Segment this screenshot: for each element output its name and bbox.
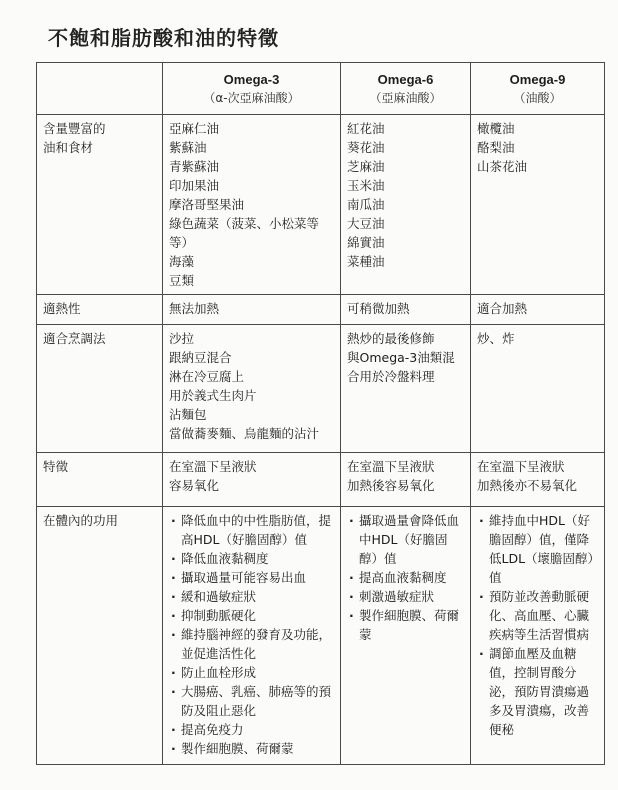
row-heat (37, 295, 605, 325)
list-item: 當做蕎麥麵、烏龍麵的沾汁 (169, 426, 320, 441)
list-item: 橄欖油 (477, 121, 515, 136)
cell-omega9 (471, 507, 605, 765)
list-item: 在室溫下呈液狀 (169, 459, 257, 474)
list-item: 用於義式生肉片 (169, 388, 257, 403)
list-item: 加熱後容易氧化 (347, 478, 435, 493)
header-name: Omega-9 (509, 71, 566, 87)
row-sources (37, 115, 605, 295)
bullet-item: · 大腸癌、乳癌、肺癌等的預防及阻止惡化 (169, 682, 334, 720)
page-title: 不飽和脂肪酸和油的特徵 (48, 26, 279, 50)
header-row (37, 63, 605, 115)
row-benefits (37, 507, 605, 765)
bullet-item: · 預防並改善動脈硬化、高血壓、心臟疾病等生活習慣病 (477, 587, 598, 644)
cell-omega6: 可稍微加熱 (341, 295, 471, 325)
bullet-item: · 製作細胞膜、荷爾蒙 (169, 739, 334, 758)
list-item: 亞麻仁油 (169, 121, 220, 136)
list-item: 菜種油 (347, 254, 385, 269)
list-item: 南瓜油 (347, 197, 385, 212)
bullet-item: · 緩和過敏症狀 (169, 587, 334, 606)
list-item: 酪梨油 (477, 140, 515, 155)
list-item: 大豆油 (347, 216, 385, 231)
list-item: 紅花油 (347, 121, 385, 136)
cell-omega9: 適合加熱 (471, 295, 605, 325)
list-item: 海藻 (169, 254, 195, 269)
list-item: 在室溫下呈液狀 (347, 459, 435, 474)
cell-omega3 (163, 325, 341, 453)
bullet-item: · 提高血液黏稠度 (347, 568, 464, 587)
list-item: 容易氧化 (169, 478, 220, 493)
header-sub: （油酸） (513, 90, 562, 105)
list-item: 豆類 (169, 273, 195, 288)
cell-omega6 (341, 507, 471, 765)
header-name: Omega-6 (377, 71, 434, 87)
bullet-item: · 提高免疫力 (169, 720, 334, 739)
header-omega6 (341, 63, 471, 115)
header-omega3 (163, 63, 341, 115)
bullet-item: · 調節血壓及血糖值，控制胃酸分泌，預防胃潰瘍過多及胃潰瘍，改善便秘 (477, 644, 598, 739)
row-label: 含量豐富的 油和食材 (37, 115, 163, 295)
cell-omega6 (341, 325, 471, 453)
list-item: 紫蘇油 (169, 140, 207, 155)
list-item: 沙拉 (169, 331, 195, 346)
list-item: 綠色蔬菜（菠菜、小松菜等等） (169, 216, 320, 250)
bullet-item: · 製作細胞膜、荷爾蒙 (347, 606, 464, 644)
cell-omega3: 無法加熱 (163, 295, 341, 325)
header-sub: （α-次亞麻油酸） (203, 90, 300, 105)
list-item: 淋在冷豆腐上 (169, 369, 245, 384)
list-item: 與Omega-3油類混合用於冷盤料理 (347, 350, 455, 384)
list-item: 在室溫下呈液狀 (477, 459, 565, 474)
cell-omega6 (341, 115, 471, 295)
list-item: 沾麵包 (169, 407, 207, 422)
bullet-item: · 維持血中HDL（好膽固醇）值，僅降低LDL（壞膽固醇）值 (477, 511, 598, 587)
cell-omega3 (163, 507, 341, 765)
list-item: 山茶花油 (477, 159, 528, 174)
list-item: 綿實油 (347, 235, 385, 250)
row-label: 在體內的功用 (37, 507, 163, 765)
cell-omega6 (341, 453, 471, 507)
cell-omega9 (471, 453, 605, 507)
row-traits (37, 453, 605, 507)
bullet-item: · 攝取過量會降低血中HDL（好膽固醇）值 (347, 511, 464, 568)
list-item: 加熱後亦不易氧化 (477, 478, 578, 493)
list-item: 葵花油 (347, 140, 385, 155)
bullet-item: · 防止血栓形成 (169, 663, 334, 682)
list-item: 玉米油 (347, 178, 385, 193)
bullet-item: · 攝取過量可能容易出血 (169, 568, 334, 587)
corner-cell (37, 63, 163, 115)
cell-omega3 (163, 453, 341, 507)
header-omega9 (471, 63, 605, 115)
bullet-item: · 降低血中的中性脂肪值，提高HDL（好膽固醇）值 (169, 511, 334, 549)
list-item: 青紫蘇油 (169, 159, 220, 174)
list-item: 炒、炸 (477, 331, 515, 346)
list-item: 印加果油 (169, 178, 220, 193)
list-item: 摩洛哥堅果油 (169, 197, 245, 212)
list-item: 跟納豆混合 (169, 350, 232, 365)
bullet-item: · 維持腦神經的發育及功能，並促進活性化 (169, 625, 334, 663)
header-sub: （亞麻油酸） (369, 90, 442, 105)
row-label: 特徵 (37, 453, 163, 507)
row-label: 適熱性 (37, 295, 163, 325)
list-item: 芝麻油 (347, 159, 385, 174)
bullet-item: · 降低血液黏稠度 (169, 549, 334, 568)
cell-omega9 (471, 325, 605, 453)
header-name: Omega-3 (223, 71, 280, 87)
bullet-item: · 抑制動脈硬化 (169, 606, 334, 625)
fatty-acid-table (36, 62, 605, 765)
list-item: 熱炒的最後修飾 (347, 331, 435, 346)
bullet-item: · 刺激過敏症狀 (347, 587, 464, 606)
row-label: 適合烹調法 (37, 325, 163, 453)
row-cooking (37, 325, 605, 453)
cell-omega9 (471, 115, 605, 295)
cell-omega3 (163, 115, 341, 295)
